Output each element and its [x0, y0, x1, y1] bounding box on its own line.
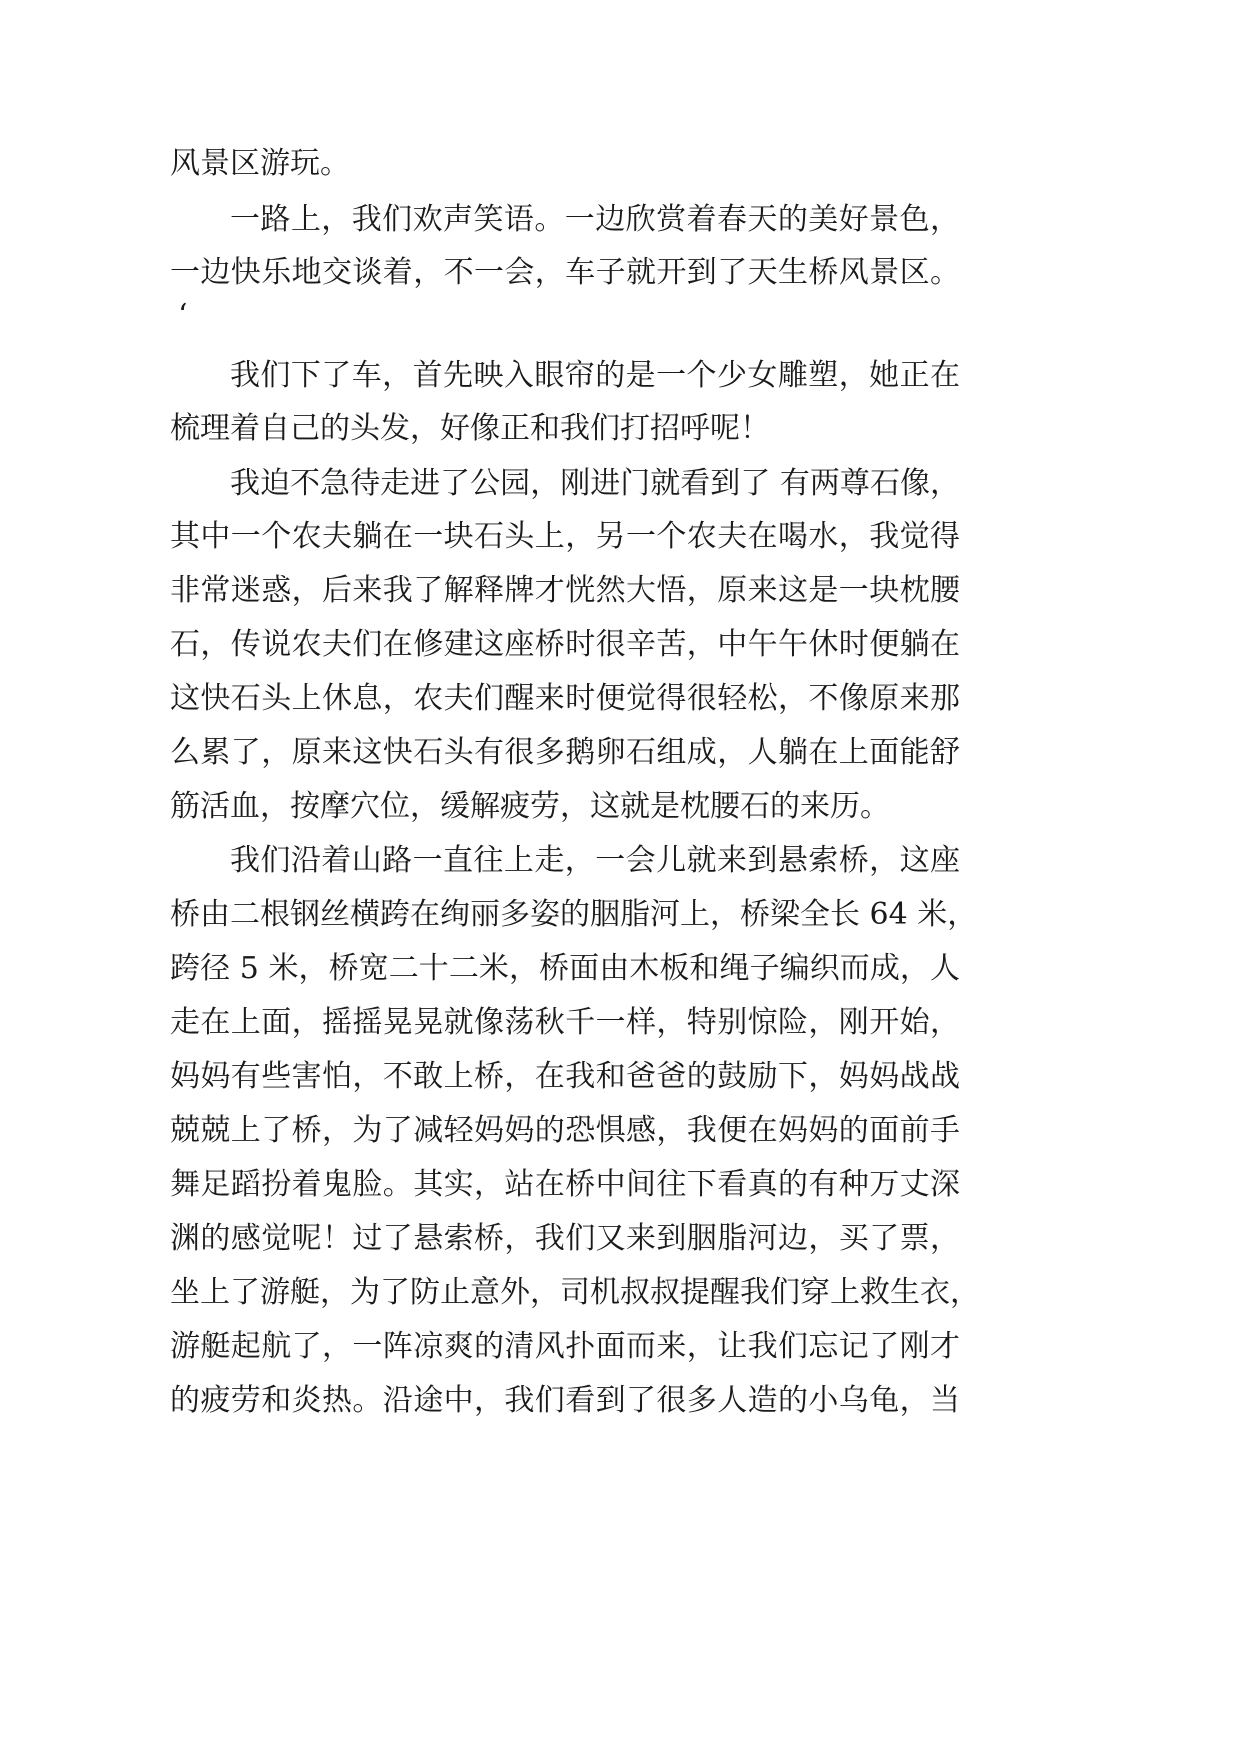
text-line: 兢兢上了桥，为了减轻妈妈的恐惧感，我便在妈妈的面前手	[170, 1113, 960, 1148]
text-line: 一路上，我们欢声笑语。一边欣赏着春天的美好景色，	[230, 202, 960, 237]
text-line: 么累了，原来这快石头有很多鹅卵石组成，人躺在上面能舒	[170, 735, 960, 770]
text-line: 非常迷惑，后来我了解释牌才恍然大悟，原来这是一块枕腰	[170, 573, 960, 608]
text-line: 桥由二根钢丝横跨在绚丽多姿的胭脂河上，桥梁全长 64 米，	[170, 897, 978, 932]
text-line: 一边快乐地交谈着，不一会，车子就开到了天生桥风景区。	[170, 255, 960, 290]
text-line: 石，传说农夫们在修建这座桥时很辛苦，中午午休时便躺在	[170, 627, 960, 662]
text-line: 筋活血，按摩穴位，缓解疲劳，这就是枕腰石的来历。	[170, 789, 890, 824]
text-line: 这快石头上休息，农夫们醒来时便觉得很轻松，不像原来那	[170, 681, 960, 716]
text-line: 跨径 5 米，桥宽二十二米，桥面由木板和绳子编织而成，人	[170, 951, 960, 986]
text-line: 我们下了车，首先映入眼帘的是一个少女雕塑，她正在	[230, 358, 960, 393]
text-line: 梳理着自己的头发，好像正和我们打招呼呢！	[170, 411, 770, 446]
text-line: 走在上面，摇摇晃晃就像荡秋千一样，特别惊险，刚开始，	[170, 1005, 960, 1040]
text-line: 我迫不急待走进了公园，刚进门就看到了 有两尊石像，	[230, 466, 960, 501]
stray-mark: ‘	[178, 298, 188, 333]
text-line: 妈妈有些害怕，不敢上桥，在我和爸爸的鼓励下，妈妈战战	[170, 1059, 960, 1094]
text-line: 的疲劳和炎热。沿途中，我们看到了很多人造的小乌龟，当	[170, 1383, 960, 1418]
text-line: 风景区游玩。	[170, 146, 350, 181]
text-line: 坐上了游艇，为了防止意外，司机叔叔提醒我们穿上救生衣，	[170, 1275, 980, 1310]
text-line: 其中一个农夫躺在一块石头上，另一个农夫在喝水，我觉得	[170, 519, 960, 554]
text-line: 舞足蹈扮着鬼脸。其实，站在桥中间往下看真的有种万丈深	[170, 1167, 960, 1202]
text-line: 渊的感觉呢！过了悬索桥，我们又来到胭脂河边，买了票，	[170, 1221, 960, 1256]
text-line: 我们沿着山路一直往上走，一会儿就来到悬索桥，这座	[230, 843, 960, 878]
text-line: 游艇起航了，一阵凉爽的清风扑面而来，让我们忘记了刚才	[170, 1329, 960, 1364]
